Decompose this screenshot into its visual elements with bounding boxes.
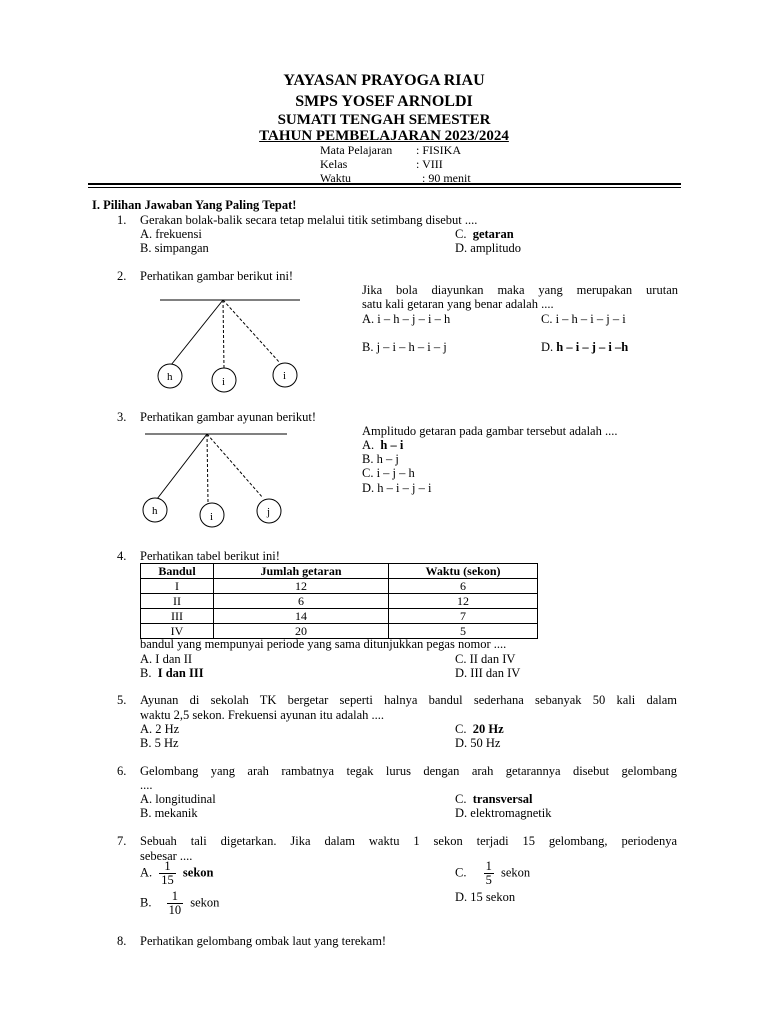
table-header: Bandul [141,564,214,579]
header-rule [88,183,681,185]
pendulum-string-h [171,300,223,365]
q6-option-c: C. transversal [455,792,533,806]
pendulum-string-j [207,434,263,498]
meta-subject: Mata Pelajaran : FISIKA [320,143,462,157]
q3-option-a: A. h – i [362,438,404,452]
ball-i-right-label: i [283,370,287,382]
q5-option-b: B. 5 Hz [140,736,179,750]
q3-option-d: D. h – i – j – i [362,481,432,495]
q2-text: Perhatikan gambar berikut ini! [140,269,294,283]
pendulum-table [140,563,538,639]
q2-question-line1: Jika bola diayunkan maka yang merupakan urutan [362,283,678,297]
q5-text-line2: waktu 2,5 sekon. Frekuensi ayunan itu adalah .... [140,708,385,722]
fraction: $\frac{1}{15}$ [161,859,174,887]
meta-class: Kelas : VIII [320,157,443,171]
q1-option-d: D. amplitudo [455,241,521,255]
q4-option-c: C. II dan IV [455,652,516,666]
pendulum-string-h [157,434,207,499]
exam-title: SUMATI TENGAH SEMESTER [277,112,491,128]
q3-option-c: C. i – j – h [362,466,415,480]
q4-question: bandul yang mempunyai periode yang sama ditunjukkan pegas nomor .... [140,637,507,651]
section-title: I. Pilihan Jawaban Yang Paling Tepat! [92,198,297,212]
q3-text: Perhatikan gambar ayunan berikut! [140,410,316,424]
pendulum-string-i-right [223,300,280,363]
school-foundation: YAYASAN PRAYOGA RIAU [283,72,485,89]
fraction: $\frac{1}{10}$ [168,889,182,917]
q5-text-line1: Ayunan di sekolah TK bergetar seperti halnya bandul sederhana sebanyak 50 kali dalam [140,693,677,707]
q4-option-a: A. I dan II [140,652,193,666]
q5-option-a: A. 2 Hz [140,722,180,736]
q3-option-b: B. h – j [362,452,399,466]
table-row: II 6 12 [141,594,538,609]
table-row: I 12 6 [141,579,538,594]
q7-option-d: D. 15 sekon [455,890,516,904]
q6-option-b: B. mekanik [140,806,198,820]
pendulum-string-i-center [223,300,224,368]
q7-text-line2: sebesar .... [140,849,193,863]
q8-text: Perhatikan gelombang ombak laut yang terekam! [140,934,387,948]
table-header: Jumlah getaran [214,564,389,579]
q7-option-a: A. $\frac{1}{15}$ sekon [140,859,214,887]
q2-question-line2: satu kali getaran yang benar adalah .... [362,297,554,311]
q1-number: 1. [117,213,127,227]
q7-option-b: B. $\frac{1}{10}$ sekon [140,889,220,917]
q1-option-b: B. simpangan [140,241,209,255]
pendulum-figure-q3 [135,428,295,533]
ball-i-label: i [210,511,214,523]
q7-text-line1: Sebuah tali digetarkan. Jika dalam waktu 1 sekon terjadi 15 gelombang, periodenya [140,834,677,848]
q4-option-b: B. I dan III [140,666,204,680]
q6-text-line1: Gelombang yang arah rambatnya tegak lurus dengan arah getarannya disebut gelombang [140,764,677,778]
q6-text-line2: .... [140,778,153,792]
q6-option-a: A. longitudinal [140,792,216,806]
pendulum-string-i [207,434,208,502]
q2-number: 2. [117,269,127,283]
school-name: SMPS YOSEF ARNOLDI [295,93,473,110]
q2-option-d: D. h – i – j – i –h [541,340,629,354]
q7-number: 7. [117,834,127,848]
q6-option-d: D. elektromagnetik [455,806,552,820]
q3-question: Amplitudo getaran pada gambar tersebut adalah .... [362,424,618,438]
q3-number: 3. [117,410,127,424]
ball-i-center-label: i [222,376,226,388]
q1-option-c: C. getaran [455,227,514,241]
table-header: Waktu (sekon) [389,564,538,579]
ball-j-label: j [267,506,271,518]
q4-text: Perhatikan tabel berikut ini! [140,549,280,563]
q5-option-d: D. 50 Hz [455,736,501,750]
table-row: III 14 7 [141,609,538,624]
q2-option-a: A. i – h – j – i – h [362,312,451,326]
ball-h-label: h [152,505,158,517]
q4-option-d: D. III dan IV [455,666,521,680]
q2-option-c: C. i – h – i – j – i [541,312,626,326]
q4-number: 4. [117,549,127,563]
q5-number: 5. [117,693,127,707]
q6-number: 6. [117,764,127,778]
q7-option-c: C. $\frac{1}{5}$ sekon [455,859,531,887]
table-row: IV 20 5 [141,624,538,639]
q2-option-b: B. j – i – h – i – j [362,340,447,354]
q8-number: 8. [117,934,127,948]
fraction: $\frac{1}{5}$ [485,859,492,887]
q1-option-a: A. frekuensi [140,227,202,241]
q5-option-c: C. 20 Hz [455,722,504,736]
school-year: TAHUN PEMBELAJARAN 2023/2024 [259,128,509,144]
q1-text: Gerakan bolak-balik secara tetap melalui titik setimbang disebut .... [140,213,478,227]
header-rule-thin [88,187,681,188]
pendulum-figure-q2 [140,290,310,395]
ball-h-label: h [167,371,173,383]
meta-time: Waktu : 90 menit [320,171,471,185]
